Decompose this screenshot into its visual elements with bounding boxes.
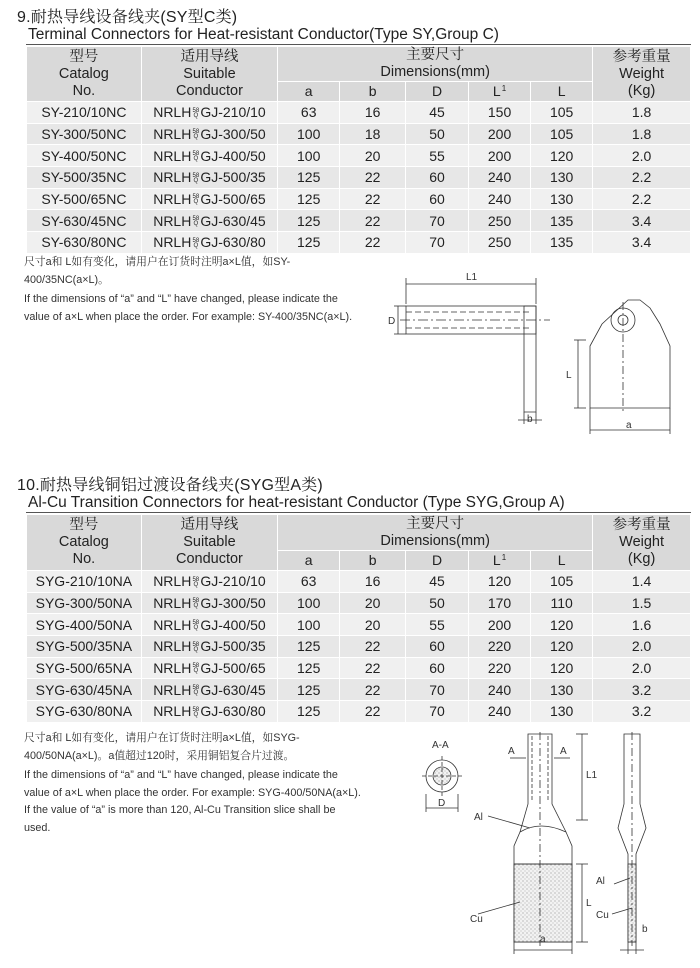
catalog-no-cell: SY-500/35NC xyxy=(27,167,142,189)
weight-cell: 1.4 xyxy=(593,571,691,593)
catalog-no-cell: SYG-400/50NA xyxy=(27,614,142,636)
dim-b-cell: 22 xyxy=(340,232,406,254)
weight-cell: 1.8 xyxy=(593,123,691,145)
conductor-header: 适用导线 Suitable Conductor xyxy=(141,47,277,102)
dim-d-cell: 60 xyxy=(406,657,469,679)
catalog-header: 型号 Catalog No. xyxy=(27,515,142,571)
dim-l-cell: 120 xyxy=(531,636,593,658)
section1-divider xyxy=(26,44,691,45)
table-row xyxy=(27,636,691,658)
dim-d-cell: 55 xyxy=(406,614,469,636)
catalog-no-cell: SY-630/45NC xyxy=(27,210,142,232)
dim-a-cell: 125 xyxy=(278,636,340,658)
col-l1: $L^1$ xyxy=(469,82,531,102)
col-a: a xyxy=(278,82,340,102)
weight-cell: 2.0 xyxy=(593,636,691,658)
dim-l-cell: 130 xyxy=(531,701,593,723)
dim-d-cell: 70 xyxy=(406,232,469,254)
dim-a-cell: 100 xyxy=(278,123,340,145)
note-en: If the dimensions of “a” and “L” have changed, please indicate the value of a×L when place the order. For example: SY-400/35NC(a×L). xyxy=(24,293,353,323)
dim-d-cell: 60 xyxy=(406,188,469,210)
table-row xyxy=(27,145,691,167)
weight-cell: 2.2 xyxy=(593,188,691,210)
dim-l1-label: L1 xyxy=(586,770,598,781)
col-d: D xyxy=(406,551,469,571)
dim-a-cell: 63 xyxy=(278,571,340,593)
conductor-cell: NRLH58Q GJ-500/35 xyxy=(141,167,277,189)
syg-connector-diagram xyxy=(410,732,690,958)
table-row xyxy=(27,188,691,210)
weight-cell: 3.4 xyxy=(593,210,691,232)
dim-l1-cell: 220 xyxy=(468,657,530,679)
dim-a-cell: 125 xyxy=(278,701,340,723)
conductor-cell: NRLH58Q GJ-500/65 xyxy=(141,188,277,210)
section1-spec-table xyxy=(26,46,691,254)
dim-d-cell: 50 xyxy=(406,123,469,145)
section1-title-cn: 9.耐热导线设备线夹(SY型C类) xyxy=(17,9,238,26)
dim-l-cell: 105 xyxy=(531,571,593,593)
conductor-header: 适用导线 Suitable Conductor xyxy=(141,515,277,571)
table-row xyxy=(27,571,691,593)
weight-cell: 3.2 xyxy=(593,679,691,701)
dim-b-cell: 22 xyxy=(340,636,406,658)
catalog-no-cell: SYG-300/50NA xyxy=(27,592,142,614)
dimensions-header: 主要尺寸 Dimensions(mm) xyxy=(278,515,593,551)
dim-b-cell: 22 xyxy=(340,701,406,723)
catalog-no-cell: SYG-500/35NA xyxy=(27,636,142,658)
catalog-no-cell: SY-630/80NC xyxy=(27,232,142,254)
dim-d-label: D xyxy=(438,798,446,809)
dim-a-cell: 125 xyxy=(278,188,340,210)
dim-l1-cell: 250 xyxy=(469,210,531,232)
dim-l-label: L xyxy=(586,898,592,909)
table-row xyxy=(27,701,691,723)
catalog-no-cell: SYG-210/10NA xyxy=(27,571,142,593)
dim-d-cell: 70 xyxy=(406,210,469,232)
dim-d-cell: 50 xyxy=(406,592,469,614)
marker-a-left: A xyxy=(508,746,515,757)
dim-l1-cell: 120 xyxy=(468,571,530,593)
col-a: a xyxy=(278,551,340,571)
dim-l1-cell: 240 xyxy=(468,679,530,701)
dim-l1-cell: 200 xyxy=(469,145,531,167)
catalog-no-cell: SY-500/65NC xyxy=(27,188,142,210)
dim-l1-cell: 220 xyxy=(468,636,530,658)
weight-cell: 3.2 xyxy=(593,701,691,723)
table-row xyxy=(27,679,691,701)
dim-l-cell: 110 xyxy=(531,592,593,614)
catalog-no-cell: SYG-630/45NA xyxy=(27,679,142,701)
dim-l1-cell: 250 xyxy=(469,232,531,254)
al-label: Al xyxy=(474,812,483,823)
conductor-cell: NRLH58Q GJ-210/10 xyxy=(141,102,277,124)
dim-l-cell: 120 xyxy=(531,614,593,636)
col-l: L xyxy=(531,551,593,571)
dim-b-cell: 16 xyxy=(340,102,406,124)
dim-a-cell: 100 xyxy=(278,592,340,614)
catalog-no-cell: SY-300/50NC xyxy=(27,123,142,145)
dim-l1-cell: 240 xyxy=(469,188,531,210)
dim-l-cell: 130 xyxy=(531,188,593,210)
conductor-cell: NRLH58Q GJ-400/50 xyxy=(141,145,277,167)
col-d: D xyxy=(406,82,469,102)
note-en: If the dimensions of “a” and “L” have changed, please indicate the value of a×L when place the order. For example: SYG-400/50NA(a×L). If the value of “a” is more than 120, Al-Cu Transition slice shall be used. xyxy=(24,769,361,834)
cu-label: Cu xyxy=(470,914,483,925)
dim-b-cell: 18 xyxy=(340,123,406,145)
dim-a-cell: 125 xyxy=(278,679,340,701)
weight-cell: 2.0 xyxy=(593,657,691,679)
catalog-no-cell: SYG-500/65NA xyxy=(27,657,142,679)
dim-b-cell: 22 xyxy=(340,167,406,189)
conductor-cell: NRLH58Q GJ-630/45 xyxy=(141,679,277,701)
table-row xyxy=(27,210,691,232)
dim-b-label: b xyxy=(527,414,533,425)
dim-a-cell: 63 xyxy=(278,102,340,124)
dim-l-cell: 130 xyxy=(531,167,593,189)
weight-header: 参考重量 Weight (Kg) xyxy=(593,47,691,102)
weight-cell: 1.6 xyxy=(593,614,691,636)
col-b: b xyxy=(340,551,406,571)
section2-divider xyxy=(26,512,691,513)
dim-b-cell: 22 xyxy=(340,188,406,210)
table-row xyxy=(27,232,691,254)
section2-note xyxy=(24,730,364,837)
dim-d-label: D xyxy=(388,316,396,327)
weight-header: 参考重量 Weight (Kg) xyxy=(593,515,691,571)
dim-b-cell: 22 xyxy=(340,679,406,701)
conductor-cell: NRLH58Q GJ-210/10 xyxy=(141,571,277,593)
side-al-label: Al xyxy=(596,876,605,887)
dim-d-cell: 45 xyxy=(406,102,469,124)
col-b: b xyxy=(340,82,406,102)
note-cn: 尺寸a和 L如有变化，请用户在订货时注明a×L值，如SY-400/35NC(a×L)。 xyxy=(24,256,291,286)
col-l1: $L^1$ xyxy=(468,551,530,571)
conductor-cell: NRLH58Q GJ-500/65 xyxy=(141,657,277,679)
dim-b-cell: 20 xyxy=(340,145,406,167)
dim-l-cell: 120 xyxy=(531,657,593,679)
side-cu-label: Cu xyxy=(596,910,609,921)
dim-b-cell: 20 xyxy=(340,614,406,636)
conductor-cell: NRLH58Q GJ-400/50 xyxy=(141,614,277,636)
table-row xyxy=(27,592,691,614)
dim-a-cell: 125 xyxy=(278,232,340,254)
dim-a-cell: 100 xyxy=(278,614,340,636)
weight-cell: 2.0 xyxy=(593,145,691,167)
dim-a-cell: 125 xyxy=(278,657,340,679)
dim-l1-cell: 240 xyxy=(469,167,531,189)
table-row xyxy=(27,102,691,124)
sy-connector-diagram xyxy=(380,262,680,442)
dim-d-cell: 60 xyxy=(406,636,469,658)
weight-cell: 1.8 xyxy=(593,102,691,124)
dim-a-cell: 125 xyxy=(278,167,340,189)
dim-l1-cell: 240 xyxy=(468,701,530,723)
conductor-cell: NRLH58Q GJ-500/35 xyxy=(141,636,277,658)
dim-b-cell: 20 xyxy=(340,592,406,614)
section2-title-en: Al-Cu Transition Connectors for heat-resistant Conductor (Type SYG,Group A) xyxy=(28,494,565,511)
dim-l1-cell: 150 xyxy=(469,102,531,124)
dim-a-label: a xyxy=(540,934,546,945)
weight-cell: 2.2 xyxy=(593,167,691,189)
dim-d-cell: 60 xyxy=(406,167,469,189)
catalog-no-cell: SY-400/50NC xyxy=(27,145,142,167)
section1-title-en: Terminal Connectors for Heat-resistant Conductor(Type SY,Group C) xyxy=(28,26,499,43)
conductor-cell: NRLH58Q GJ-630/80 xyxy=(141,701,277,723)
conductor-cell: NRLH58Q GJ-300/50 xyxy=(141,592,277,614)
dim-d-cell: 70 xyxy=(406,701,469,723)
section2-title-cn: 10.耐热导线铜铝过渡设备线夹(SYG型A类) xyxy=(17,477,323,494)
catalog-no-cell: SY-210/10NC xyxy=(27,102,142,124)
dim-l1-cell: 170 xyxy=(468,592,530,614)
dim-d-cell: 55 xyxy=(406,145,469,167)
dim-b-cell: 22 xyxy=(340,210,406,232)
section2-spec-table xyxy=(26,514,691,723)
catalog-header: 型号 Catalog No. xyxy=(27,47,142,102)
dim-b-label: b xyxy=(642,924,648,935)
dim-l-cell: 105 xyxy=(531,102,593,124)
catalog-no-cell: SYG-630/80NA xyxy=(27,701,142,723)
table-row xyxy=(27,657,691,679)
note-cn: 尺寸a和 L如有变化，请用户在订货时注明a×L值，如SYG-400/50NA(a×L)。a值超过120时，采用铜铝复合片过渡。 xyxy=(24,732,300,762)
dim-l-cell: 135 xyxy=(531,232,593,254)
dim-l-cell: 130 xyxy=(531,679,593,701)
dim-l1-cell: 200 xyxy=(468,614,530,636)
conductor-cell: NRLH58Q GJ-630/80 xyxy=(141,232,277,254)
weight-cell: 1.5 xyxy=(593,592,691,614)
dim-a-cell: 100 xyxy=(278,145,340,167)
dim-l1-cell: 200 xyxy=(469,123,531,145)
dim-a-cell: 125 xyxy=(278,210,340,232)
conductor-cell: NRLH58Q GJ-630/45 xyxy=(141,210,277,232)
dim-l-label: L xyxy=(566,370,572,381)
weight-cell: 3.4 xyxy=(593,232,691,254)
dim-a-label: a xyxy=(626,420,632,431)
dim-b-cell: 22 xyxy=(340,657,406,679)
dim-l-cell: 120 xyxy=(531,145,593,167)
section-aa-label: A-A xyxy=(432,740,449,751)
marker-a-right: A xyxy=(560,746,567,757)
dim-d-cell: 45 xyxy=(406,571,469,593)
dim-l-cell: 135 xyxy=(531,210,593,232)
dimensions-header: 主要尺寸 Dimensions(mm) xyxy=(278,47,593,82)
table-row xyxy=(27,167,691,189)
dim-b-cell: 16 xyxy=(340,571,406,593)
dim-d-cell: 70 xyxy=(406,679,469,701)
section1-note xyxy=(24,254,364,326)
table-row xyxy=(27,614,691,636)
dim-l1-label: L1 xyxy=(466,272,478,283)
table-row xyxy=(27,123,691,145)
col-l: L xyxy=(531,82,593,102)
dim-l-cell: 105 xyxy=(531,123,593,145)
conductor-cell: NRLH58Q GJ-300/50 xyxy=(141,123,277,145)
